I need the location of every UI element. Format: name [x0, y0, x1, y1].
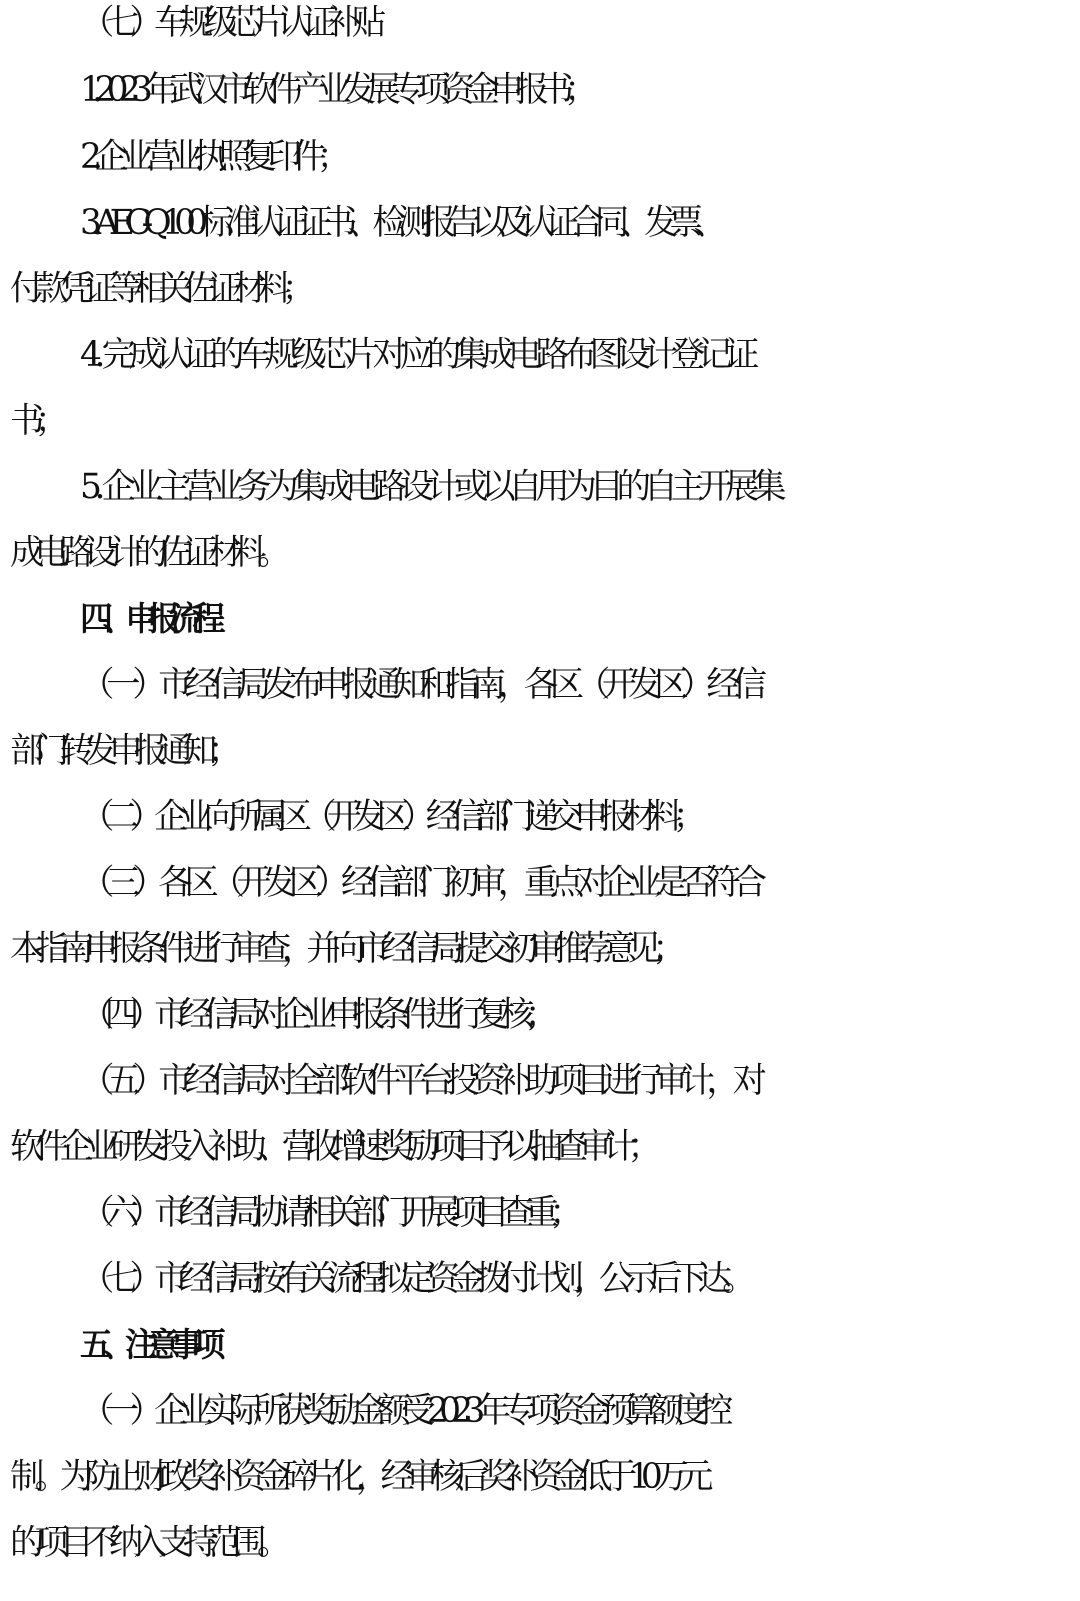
notice-item-1-continued: 制。为防止财政奖补资金碎片化，经审核后奖补资金低于 10 万元	[10, 1457, 704, 1497]
process-step-5-continued: 软件企业研发投入补助、营收增速奖励项目予以抽查审计；	[10, 1127, 653, 1167]
notice-item-1: （一）企业实际所获奖励金额受 2023 年专项资金预算额度控	[80, 1391, 724, 1431]
list-item-3: 3. AEC-Q100 标准认证证书、检测报告以及认证合同、发票、	[80, 203, 719, 243]
process-step-6: （六）市经信局协请相关部门开展项目查重；	[80, 1193, 574, 1233]
list-item-4-continued: 书；	[10, 401, 60, 441]
process-step-3-continued: 本指南申报条件进行审查，并向市经信局提交初审推荐意见；	[10, 929, 677, 969]
list-item-3-continued: 付款凭证等相关佐证材料；	[10, 269, 307, 309]
process-step-7: （七）市经信局按有关流程拟定资金拨付计划，公示后下达。	[80, 1259, 747, 1299]
list-item-4: 4. 完成认证的车规级芯片对应的集成电路布图设计登记证	[80, 335, 753, 375]
list-item-5: 5. 企业主营业务为集成电路设计或以自用为目的自主开展集	[80, 467, 780, 507]
process-step-1: （一）市经信局发布申报通知和指南，各区（开发区）经信	[80, 665, 759, 705]
process-step-5: （五）市经信局对全部软件平台投资补助项目进行审计，对	[80, 1061, 759, 1101]
process-step-3: （三）各区（开发区）经信部门初审，重点对企业是否符合	[80, 863, 759, 903]
notice-item-1-end: 的项目不纳入支持范围。	[10, 1523, 282, 1563]
section-heading-4: 四、申报流程	[80, 599, 215, 638]
process-step-1-continued: 部门转发申报通知；	[10, 731, 233, 771]
list-item-2: 2. 企业营业执照复印件；	[80, 137, 342, 177]
section-heading-5: 五、注意事项	[80, 1325, 215, 1364]
list-item-1: 1. 2023 年武汉市软件产业发展专项资金申报书；	[80, 70, 589, 110]
list-item-5-continued: 成电路设计的佐证材料。	[10, 533, 282, 573]
process-step-4: （四）市经信局对企业申报条件进行复核；	[80, 995, 550, 1035]
subsection-heading-7: （七）车规级芯片认证补贴	[80, 3, 377, 43]
process-step-2: （二）企业向所属区（开发区）经信部门递交申报材料；	[80, 797, 698, 837]
